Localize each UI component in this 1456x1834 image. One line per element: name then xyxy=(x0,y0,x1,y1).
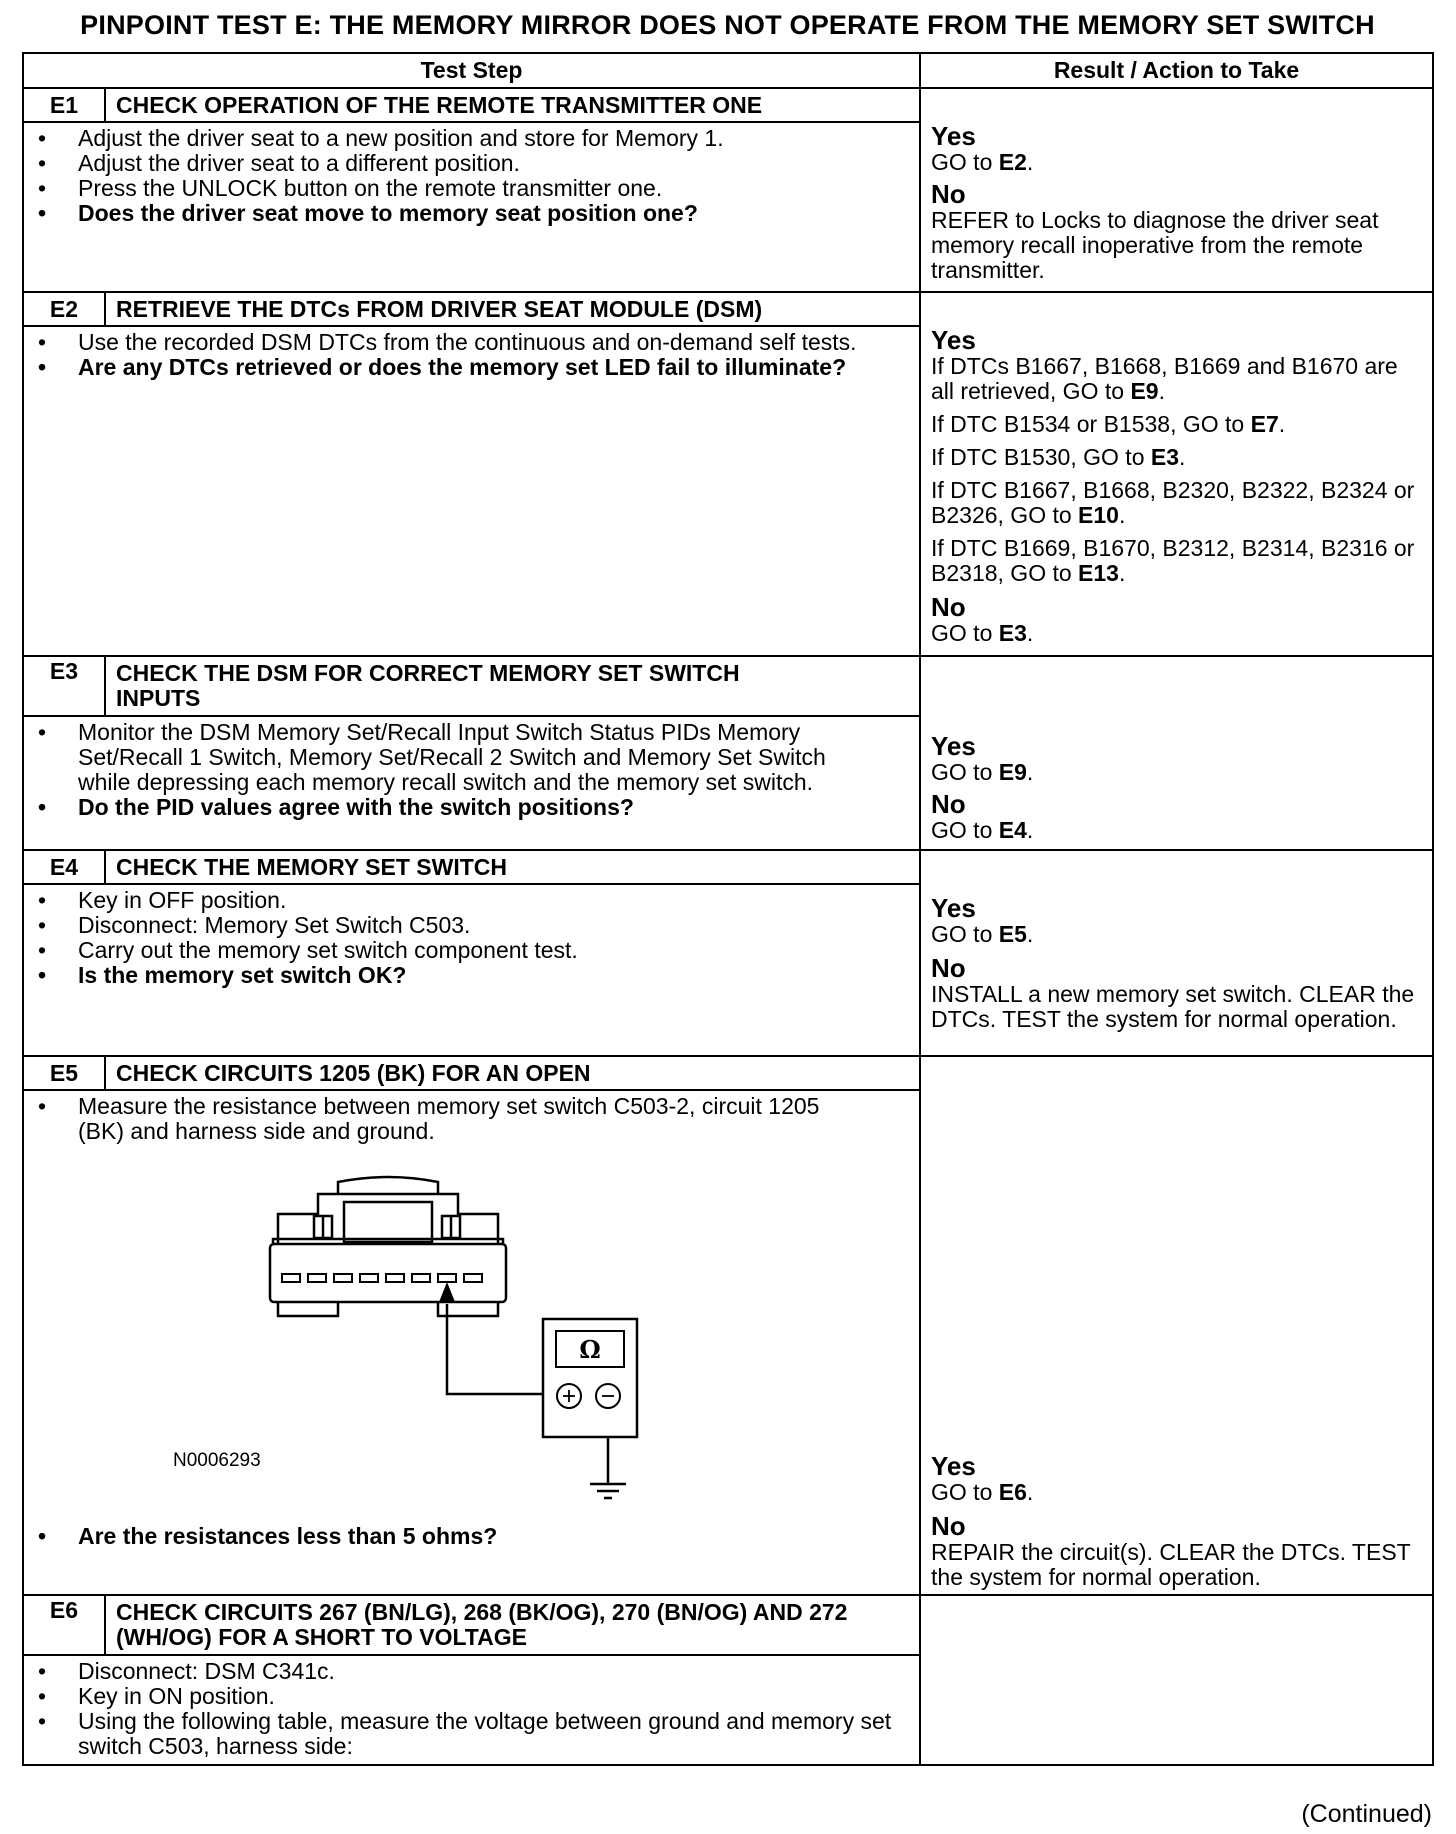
step-title: CHECK CIRCUITS 267 (BN/LG), 268 (BK/OG), 270 (BN/OG) AND 272 (WH/OG) FOR A SHORT TO VOLTAGE xyxy=(105,1595,920,1655)
step-body xyxy=(23,884,920,1056)
no-action: REPAIR the circuit(s). CLEAR the DTCs. TEST the system for normal operation. xyxy=(931,1539,1411,1590)
no-label: No xyxy=(931,592,966,622)
no-action: INSTALL a new memory set switch. CLEAR the DTCs. TEST the system for normal operation. xyxy=(931,981,1415,1032)
step-title: CHECK OPERATION OF THE REMOTE TRANSMITTER ONE xyxy=(105,88,920,122)
list-item: • Press the UNLOCK button on the remote transmitter one. xyxy=(38,176,909,201)
dtc-rule: If DTC B1669, B1670, B2312, B2314, B2316 or B2318, GO to E13. xyxy=(931,535,1415,586)
page-title: PINPOINT TEST E: THE MEMORY MIRROR DOES NOT OPERATE FROM THE MEMORY SET SWITCH xyxy=(80,10,1375,40)
question: • Are the resistances less than 5 ohms? xyxy=(38,1524,909,1549)
no-label: No xyxy=(931,789,966,819)
step-link[interactable]: E9 xyxy=(1130,378,1159,404)
question: • Do the PID values agree with the switch positions? xyxy=(38,795,879,820)
question: • Does the driver seat move to memory seat position one? xyxy=(38,201,909,226)
no-label: No xyxy=(931,953,966,983)
dtc-rule: If DTC B1534 or B1538, GO to E7. xyxy=(931,411,1286,437)
step-link[interactable]: E2 xyxy=(998,149,1027,175)
step-body xyxy=(23,716,920,850)
list-item: • Disconnect: DSM C341c. xyxy=(38,1659,909,1684)
header-test-step: Test Step xyxy=(23,53,920,88)
yes-action: GO to E6. xyxy=(931,1479,1034,1505)
yes-action: GO to E2. xyxy=(931,149,1034,175)
step-link[interactable]: E3 xyxy=(1150,444,1180,470)
yes-label: Yes xyxy=(931,325,976,355)
locks-link[interactable]: Locks xyxy=(1040,207,1102,233)
no-action: GO to E4. xyxy=(931,817,1034,843)
dtc-rule: If DTC B1530, GO to E3. xyxy=(931,444,1186,470)
continued-note: (Continued) xyxy=(1301,1800,1432,1828)
list-item: • Measure the resistance between memory set switch C503-2, circuit 1205 (BK) and harness side and ground. xyxy=(38,1094,849,1144)
yes-label: Yes xyxy=(931,893,976,923)
step-link[interactable]: E7 xyxy=(1250,411,1279,437)
step-title: CHECK CIRCUITS 1205 (BK) FOR AN OPEN xyxy=(105,1056,920,1090)
yes-label: Yes xyxy=(931,1451,976,1481)
list-item: • Disconnect: Memory Set Switch C503. xyxy=(38,913,909,938)
list-item: • Key in OFF position. xyxy=(38,888,909,913)
list-item: • Key in ON position. xyxy=(38,1684,909,1709)
step-title-row xyxy=(23,1056,1433,1090)
step-id: E2 xyxy=(23,292,105,326)
list-item: • Use the recorded DSM DTCs from the continuous and on-demand self tests. xyxy=(38,330,869,355)
ohmmeter-diagram xyxy=(38,1144,738,1524)
connector-figure xyxy=(38,1144,909,1524)
dtc-rule: If DTCs B1667, B1668, B1669 and B1670 are all retrieved, GO to E9. xyxy=(931,353,1398,404)
yes-action: GO to E5. xyxy=(931,921,1034,947)
dtc-rule: If DTC B1667, B1668, B2320, B2322, B2324 or B2326, GO to E10. xyxy=(931,477,1415,528)
result-cell xyxy=(920,656,1433,850)
step-id: E6 xyxy=(23,1595,105,1655)
step-link[interactable]: E13 xyxy=(1078,560,1119,586)
step-title-row xyxy=(23,292,1433,326)
result-cell xyxy=(920,88,1433,292)
step-body xyxy=(23,326,920,656)
ohm-symbol: Ω xyxy=(579,1335,601,1364)
result-cell xyxy=(920,1056,1433,1595)
list-item: • Carry out the memory set switch component test. xyxy=(38,938,909,963)
step-link[interactable]: E9 xyxy=(998,759,1027,785)
step-title-row xyxy=(23,850,1433,884)
step-id: E3 xyxy=(23,656,105,716)
list-item: • Adjust the driver seat to a new position and store for Memory 1. xyxy=(38,126,909,151)
step-id: E1 xyxy=(23,88,105,122)
yes-label: Yes xyxy=(931,731,976,761)
no-label: No xyxy=(931,1511,966,1541)
step-body xyxy=(23,122,920,292)
question: • Is the memory set switch OK? xyxy=(38,963,909,988)
step-link[interactable]: E6 xyxy=(998,1479,1027,1505)
step-id: E4 xyxy=(23,850,105,884)
header-result: Result / Action to Take xyxy=(920,53,1433,88)
list-item: • Adjust the driver seat to a different position. xyxy=(38,151,909,176)
step-title: CHECK THE MEMORY SET SWITCH xyxy=(105,850,920,884)
step-id: E5 xyxy=(23,1056,105,1090)
step-title-row xyxy=(23,656,1433,716)
figure-id: N0006293 xyxy=(173,1450,261,1471)
result-cell xyxy=(920,850,1433,1056)
question: • Are any DTCs retrieved or does the memory set LED fail to illuminate? xyxy=(38,355,869,380)
result-cell xyxy=(920,1595,1433,1765)
no-label: No xyxy=(931,179,966,209)
result-cell xyxy=(920,292,1433,656)
table-header-row xyxy=(23,53,1433,88)
step-body xyxy=(23,1090,920,1595)
no-action: REFER to Locks to diagnose the driver seat memory recall inoperative from the remote transmitter. xyxy=(931,207,1379,283)
step-link[interactable]: E4 xyxy=(998,817,1027,843)
yes-label: Yes xyxy=(931,121,976,151)
step-body xyxy=(23,1655,920,1765)
step-title: CHECK THE DSM FOR CORRECT MEMORY SET SWITCH INPUTS xyxy=(105,656,920,716)
step-link[interactable]: E5 xyxy=(998,921,1027,947)
list-item: • Using the following table, measure the voltage between ground and memory set switch C503, harness side: xyxy=(38,1709,909,1759)
step-link[interactable]: E10 xyxy=(1078,502,1119,528)
list-item: • Monitor the DSM Memory Set/Recall Input Switch Status PIDs Memory Set/Recall 1 Switch, Memory Set/Recall 2 Switch and Memory Set Switch while depressing each memory recall switch and the memory set switch. xyxy=(38,720,879,795)
step-title-row xyxy=(23,88,1433,122)
step-link[interactable]: E3 xyxy=(998,620,1027,646)
step-title: RETRIEVE THE DTCs FROM DRIVER SEAT MODULE (DSM) xyxy=(105,292,920,326)
no-action: GO to E3. xyxy=(931,620,1034,646)
step-title-row xyxy=(23,1595,1433,1655)
yes-action: GO to E9. xyxy=(931,759,1034,785)
pinpoint-table xyxy=(22,52,1434,1766)
